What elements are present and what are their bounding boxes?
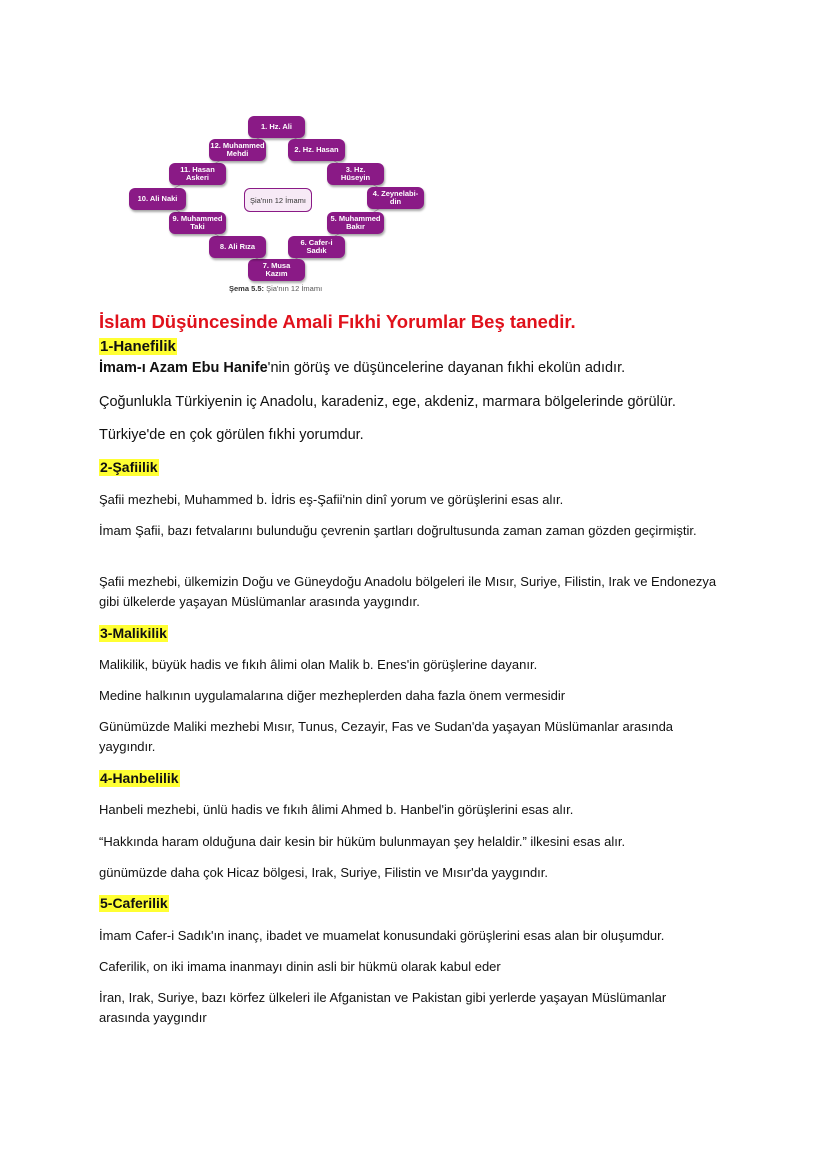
diagram-center-label: Şia'nın 12 İmamı [244, 188, 312, 212]
imam-box-2: 2. Hz. Hasan [288, 139, 345, 161]
safiilik-paragraph-2: İmam Şafii, bazı fetvalarını bulunduğu çevrenin şartları doğrultusunda zaman zaman gözden geçirmiştir. [99, 523, 697, 538]
imam-box-6: 6. Cafer-i Sadık [288, 236, 345, 258]
caferilik-paragraph-3: İran, Irak, Suriye, bazı körfez ülkeleri ile Afganistan ve Pakistan gibi yerlerde yaşayan Müslümanlar arasında yaygındır [99, 990, 667, 1025]
safiilik-paragraph-1: Şafii mezhebi, Muhammed b. İdris eş-Şafii'nin dinî yorum ve görüşlerini esas alır. [99, 492, 564, 507]
imam-box-1: 1. Hz. Ali [248, 116, 305, 138]
section-heading-hanbelilik: 4-Hanbelilik [100, 770, 179, 786]
hanefilik-imam-name: İmam-ı Azam Ebu Hanife [99, 360, 268, 376]
imam-box-7: 7. Musa Kazım [248, 259, 305, 281]
hanefilik-paragraph-1 [99, 358, 719, 378]
hanefilik-p1-rest: 'nin görüş ve düşüncelerine dayanan fıkhi ekolün adıdır. [267, 360, 626, 376]
malikilik-paragraph-3: Günümüzde Maliki mezhebi Mısır, Tunus, Cezayir, Fas ve Sudan'da yaşayan Müslümanlar arasında yaygındır. [99, 719, 674, 754]
hanbelilik-paragraph-1: Hanbeli mezhebi, ünlü hadis ve fıkıh âlimi Ahmed b. Hanbel'in görüşlerini esas alır. [99, 802, 574, 817]
page-title: İslam Düşüncesinde Amali Fıkhi Yorumlar Beş tanedir. [99, 311, 576, 332]
section-heading-caferilik: 5-Caferilik [100, 895, 168, 911]
hanefilik-paragraph-3: Türkiye'de en çok görülen fıkhi yorumdur. [99, 427, 364, 443]
imam-box-12: 12. Muhammed Mehdi [209, 139, 266, 161]
caption-label: Şema 5.5: [229, 284, 265, 293]
imam-box-8: 8. Ali Rıza [209, 236, 266, 258]
imams-diagram [0, 0, 828, 300]
diagram-connectors [0, 0, 828, 300]
imam-box-3: 3. Hz. Hüseyin [327, 163, 384, 185]
imam-box-4: 4. Zeynelabi- din [367, 187, 424, 209]
section-heading-malikilik: 3-Malikilik [100, 625, 167, 641]
imam-box-9: 9. Muhammed Taki [169, 212, 226, 234]
imam-box-5: 5. Muhammed Bakır [327, 212, 384, 234]
hanbelilik-paragraph-3: günümüzde daha çok Hicaz bölgesi, Irak, Suriye, Filistin ve Mısır'da yaygındır. [99, 865, 549, 880]
imam-box-10: 10. Ali Naki [129, 188, 186, 210]
safiilik-paragraph-3: Şafii mezhebi, ülkemizin Doğu ve Güneydoğu Anadolu bölgeleri ile Mısır, Suriye, Filistin, Irak ve Endonezya gibi ülkelerde yaşayan Müslümanlar arasında yaygındır. [99, 574, 717, 609]
imam-box-11: 11. Hasan Askeri [169, 163, 226, 185]
hanbelilik-paragraph-2: “Hakkında haram olduğuna dair kesin bir hüküm bulunmayan şey helaldir.” ilkesini esas alır. [99, 834, 626, 849]
caption-text: Şia'nın 12 İmamı [266, 284, 323, 293]
section-heading-safiilik: 2-Şafiilik [100, 459, 158, 475]
section-heading-hanefilik: 1-Hanefilik [100, 338, 176, 355]
diagram-caption [229, 284, 322, 293]
caferilik-paragraph-2: Caferilik, on iki imama inanmayı dinin asli bir hükmü olarak kabul eder [99, 959, 501, 974]
malikilik-paragraph-2: Medine halkının uygulamalarına diğer mezheplerden daha fazla önem vermesidir [99, 688, 566, 703]
hanefilik-paragraph-2: Çoğunlukla Türkiyenin iç Anadolu, karadeniz, ege, akdeniz, marmara bölgelerinde görülür. [99, 394, 676, 410]
caferilik-paragraph-1: İmam Cafer-i Sadık'ın inanç, ibadet ve muamelat konusundaki görüşlerini esas alan bir oluşumdur. [99, 928, 665, 943]
malikilik-paragraph-1: Malikilik, büyük hadis ve fıkıh âlimi olan Malik b. Enes'in görüşlerine dayanır. [99, 657, 538, 672]
